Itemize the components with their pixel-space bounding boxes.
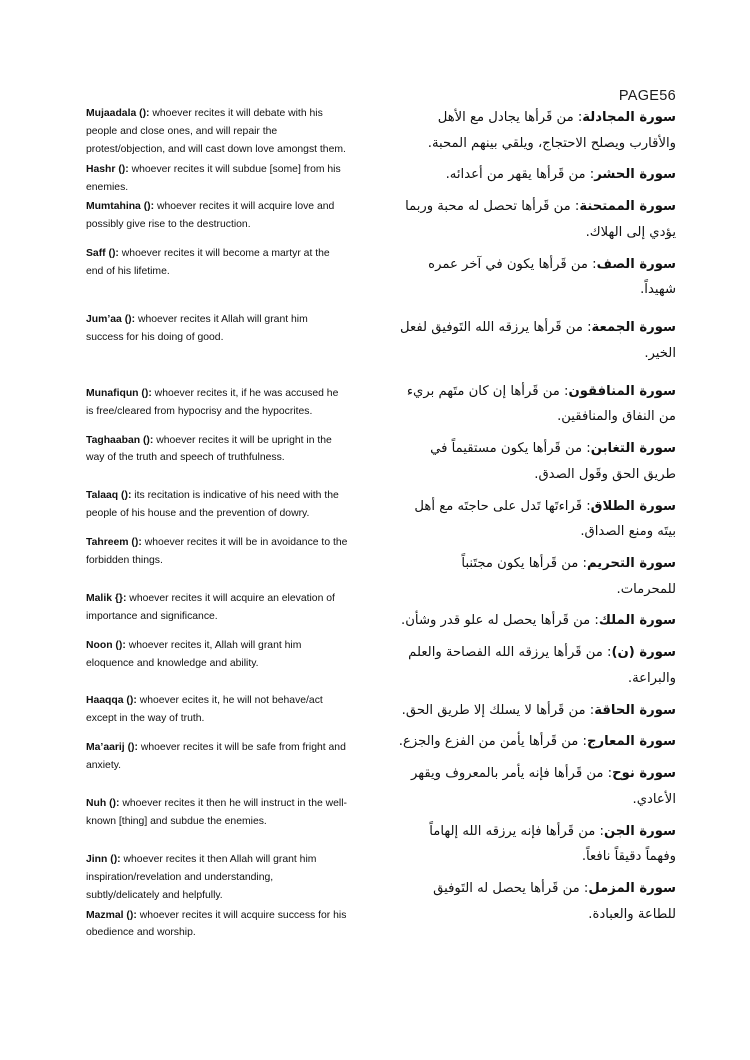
- arabic-entry-name: سورة الصف: [596, 256, 676, 272]
- arabic-entry-body: : من قَرأها تحصل له محبة وربما يؤدي إلى الهلاك.: [405, 199, 676, 240]
- english-entry-maaarij: [86, 739, 348, 775]
- arabic-entry-jinn: [398, 819, 676, 870]
- page-number: PAGE56: [618, 88, 676, 104]
- arabic-entry-name: سورة (ن): [611, 645, 676, 661]
- english-entry-talaaq: [86, 487, 348, 523]
- arabic-entry-body: : من قَرأها يأمن من الفزع والجزع.: [398, 734, 587, 750]
- arabic-entry-name: سورة المزمل: [588, 881, 676, 897]
- english-entry-noon: [86, 637, 348, 673]
- english-entry-body: whoever recites it will be upright in the way of the truth and speech of truthfulness.: [86, 434, 332, 464]
- english-entry-name: Noon ():: [86, 639, 126, 651]
- english-entry-name: Munafiqun ():: [86, 387, 152, 399]
- arabic-entry-nuh: [398, 761, 676, 812]
- english-entry-saff: [86, 245, 348, 281]
- english-entry-taghaaban: [86, 432, 348, 468]
- arabic-entry-jumua: [398, 315, 676, 366]
- english-entry-body: whoever recites it Allah will grant him success for his doing of good.: [86, 314, 308, 343]
- english-entry-body: whoever recites it will be safe from fright and anxiety.: [86, 742, 346, 772]
- english-entry-munafiqun: [86, 385, 348, 421]
- english-entry-malik: [86, 590, 348, 626]
- arabic-entry-mulk: [398, 608, 676, 634]
- arabic-entry-name: سورة الحشر: [594, 167, 676, 183]
- arabic-entry-taghabun: [398, 436, 676, 487]
- arabic-entry-name: سورة المعارج: [586, 734, 676, 750]
- arabic-entry-body: : من قَرأها يكون في آخر عمره شهيداً.: [428, 256, 676, 298]
- english-entry-tahreem: [86, 534, 348, 570]
- english-entry-name: Tahreem ():: [86, 537, 142, 549]
- english-entry-body: whoever recites it will be in avoidance to the forbidden things.: [86, 537, 348, 567]
- english-entry-name: Mumtahina ():: [86, 201, 155, 213]
- arabic-entry-name: سورة المجادلة: [582, 110, 676, 125]
- english-entry-body: whoever recites it will acquire love and possibly give rise to the destruction.: [86, 201, 335, 231]
- english-entry-name: Hashr ():: [86, 163, 129, 175]
- english-entry-name: Taghaaban ():: [86, 434, 154, 446]
- english-entry-body: whoever recites it will acquire an elevation of importance and significance.: [86, 592, 335, 622]
- arabic-entry-name: سورة نوح: [612, 766, 676, 782]
- arabic-entry-body: : من قَرأها لا يسلك إلا طريق الحق.: [401, 702, 595, 718]
- arabic-column: [398, 105, 676, 932]
- arabic-entry-body: : من قَرأها إن كان متَهم بريء من النفاق والمنافقين.: [406, 383, 676, 425]
- english-entry-name: Ma’aarij ():: [86, 742, 138, 754]
- english-entry-mazmal: [86, 907, 348, 943]
- english-entry-body: whoever recites it will become a martyr at the end of his lifetime.: [86, 248, 330, 278]
- english-entry-name: Jinn ():: [86, 853, 121, 865]
- arabic-entry-body: : من قَرأها فإنه يرزقه الله إلهاماً وفهماً دقيقاً نافعاً.: [429, 823, 676, 865]
- arabic-entry-body: : من قَرأها يرزقه الله التَوفيق لفعل الخير.: [400, 320, 676, 361]
- arabic-entry-noon: [398, 640, 676, 691]
- arabic-entry-body: : من قَرأها فإنه يأمر بالمعروف ويقهر الأعادي.: [410, 766, 676, 807]
- english-entry-name: Nuh ():: [86, 798, 120, 810]
- english-entry-nuh: [86, 795, 348, 831]
- english-entry-haaqqa: [86, 692, 348, 728]
- arabic-entry-muzzammil: [398, 876, 676, 927]
- arabic-entry-name: سورة الطلاق: [590, 498, 676, 514]
- english-entry-name: Saff ():: [86, 248, 119, 260]
- english-entry-body: whoever recites it will acquire success for his obedience and worship.: [86, 909, 347, 939]
- english-entry-name: Mujaadala ():: [86, 108, 150, 119]
- arabic-entry-saff: [398, 252, 676, 303]
- english-entry-body: whoever recites it then he will instruct in the well-known [thing] and subdue the enemies.: [86, 798, 348, 827]
- english-entry-body: its recitation is indicative of his need with the people of his house and the prevention of dowry.: [86, 490, 339, 520]
- arabic-entry-body: : من قَرأها يجادل مع الأهل والأقارب ويصلح الاحتجاج، ويلقي بينهم المحبة.: [427, 110, 676, 151]
- english-entry-name: Jum’aa ():: [86, 314, 136, 326]
- english-entry-body: whoever recites it will subdue [some] from his enemies.: [86, 163, 341, 193]
- arabic-entry-munafiqun: [398, 379, 676, 430]
- english-entry-name: Talaaq ():: [86, 490, 132, 502]
- english-entry-name: Mazmal ():: [86, 909, 137, 921]
- arabic-entry-name: سورة المنافقون: [568, 383, 676, 399]
- english-entry-mujaadala: [86, 105, 348, 159]
- english-entry-name: Malik {}:: [86, 592, 127, 604]
- english-entry-body: whoever ecites it, he will not behave/act except in the way of truth.: [86, 695, 323, 725]
- arabic-entry-body: : من قَرأها يكون مستقيماً في طريق الحق وقَول الصدق.: [430, 441, 676, 482]
- arabic-entry-name: سورة الملك: [598, 613, 676, 629]
- arabic-entry-name: سورة الممتحنة: [579, 199, 676, 215]
- arabic-entry-body: : من قَرأها يحصل له التَوفيق للطاعة والعبادة.: [433, 881, 676, 922]
- arabic-entry-mujadala: [398, 105, 676, 156]
- english-entry-body: whoever recites it, Allah will grant him eloquence and knowledge and ability.: [86, 639, 302, 669]
- english-entry-name: Haaqqa ():: [86, 695, 137, 707]
- english-column: [86, 105, 348, 944]
- arabic-entry-mumtahana: [398, 194, 676, 245]
- arabic-entry-tahrim: [398, 551, 676, 602]
- arabic-entry-body: : من قَرأها يقهر من أعدائه.: [445, 167, 595, 183]
- arabic-entry-maarij: [398, 729, 676, 755]
- arabic-entry-name: سورة الجمعة: [591, 320, 676, 336]
- arabic-entry-haqqa: [398, 698, 676, 724]
- arabic-entry-name: سورة التحريم: [586, 556, 676, 572]
- arabic-entry-body: : من قَرأها يرزقه الله الفصاحة والعلم والبراعة.: [408, 645, 676, 686]
- english-entry-hashr: [86, 161, 348, 197]
- english-entry-mumtahina: [86, 198, 348, 234]
- english-entry-body: whoever recites it will debate with his people and close ones, and will repair the protest/objection, and will cast down love amongst them.: [86, 108, 346, 155]
- arabic-entry-talaq: [398, 494, 676, 545]
- arabic-entry-name: سورة الحاقة: [594, 702, 676, 718]
- arabic-entry-hashr: [398, 162, 676, 188]
- arabic-entry-body: : من قَرأها يحصل له علو قدر وشأن.: [401, 613, 599, 629]
- arabic-entry-body: : قَراءتَها تَدل على حاجتَه مع أهل بيتَه ومنع الصداق.: [414, 498, 676, 540]
- arabic-entry-name: سورة الجن: [603, 823, 676, 839]
- arabic-entry-body: : من قَرأها يكون مجتَنباً للمحرمات.: [461, 556, 676, 597]
- english-entry-body: whoever recites it then Allah will grant him inspiration/revelation and understanding, subtly/delicately and helpfully.: [86, 853, 317, 901]
- english-entry-jinn: [86, 851, 348, 905]
- english-entry-body: whoever recites it, if he was accused he is free/cleared from hypocrisy and the hypocrites.: [86, 387, 339, 417]
- english-entry-jumaa: [86, 311, 348, 347]
- arabic-entry-name: سورة التغابن: [590, 441, 676, 457]
